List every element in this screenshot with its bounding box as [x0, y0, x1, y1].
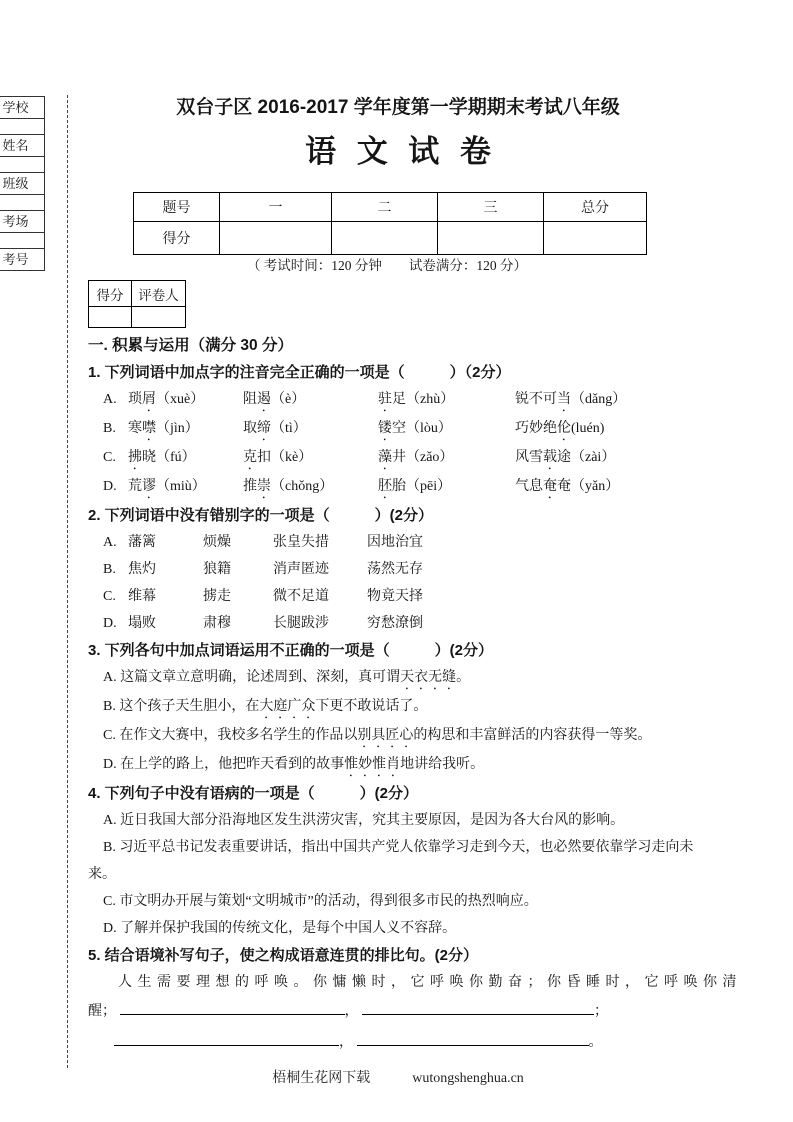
student-field-school: 学校	[0, 96, 45, 119]
grader-score-box	[88, 280, 186, 328]
word: 长腿跋涉	[273, 616, 329, 631]
word: 烦燥	[203, 535, 231, 550]
word-pinyin: 风雪载途（zài）	[515, 450, 616, 465]
word-pinyin: 阻遏（è）	[243, 392, 306, 407]
word-pinyin: 拂晓（fú）	[128, 450, 196, 465]
student-field-exam-room: 考场	[0, 210, 45, 233]
fill-in-blank	[362, 1000, 594, 1015]
exam-title-line: 双台子区 2016-2017 学年度第一学期期末考试八年级	[176, 97, 620, 118]
page-footer	[88, 1067, 708, 1087]
student-field-school-blank	[0, 118, 45, 135]
question-4-option-a: A. 近日我国大部分沿海地区发生洪涝灾害，究其主要原因，是因为各大台风的影响。	[103, 813, 625, 828]
question-2-option-a	[88, 529, 778, 556]
grader-box-score-label: 得分	[89, 281, 132, 307]
word: 维幕	[128, 589, 156, 604]
word-pinyin: 荒谬（miù）	[128, 479, 206, 494]
question-2-stem: 2. 下列词语中没有错别字的一项是（ ）(2分）	[88, 507, 434, 524]
section-one-heading: 一. 积累与运用（满分 30 分）	[88, 337, 293, 354]
option-label: B.	[103, 562, 116, 577]
score-summary-table	[133, 192, 647, 255]
question-2	[88, 502, 778, 637]
score-table-total: 总分	[544, 193, 647, 222]
word: 张皇失措	[273, 535, 329, 550]
grader-box-score-empty	[89, 307, 132, 328]
subject-title: 语 文 试 卷	[305, 134, 497, 169]
question-1-option-b	[88, 415, 778, 444]
footer-site-url: wutongshenghua.cn	[412, 1071, 524, 1086]
word: 塌败	[128, 616, 156, 631]
seal-fold-dashed-line	[67, 95, 68, 1068]
question-3	[88, 637, 778, 780]
question-4-option-c: C. 市文明办开展与策划“文明城市”的活动，得到很多市民的热烈响应。	[103, 894, 538, 909]
student-field-name: 姓名	[0, 134, 45, 157]
score-table-section-3: 三	[438, 193, 544, 222]
comma: ，	[339, 1035, 353, 1050]
word: 因地治宜	[367, 535, 423, 550]
question-1-stem: 1. 下列词语中加点字的注音完全正确的一项是（ ）（2分）	[88, 364, 511, 381]
question-5-fill-line-1	[88, 996, 778, 1027]
grader-box-grader-label: 评卷人	[132, 281, 186, 307]
score-table-section-1: 一	[220, 193, 332, 222]
score-row-label: 得分	[134, 222, 220, 255]
word-pinyin: 琐屑（xuè）	[128, 392, 205, 407]
word: 穷愁潦倒	[367, 616, 423, 631]
question-4-option-b-continuation: 来。	[88, 867, 116, 882]
student-field-exam-number: 考号	[0, 248, 45, 271]
semicolon: ；	[594, 1004, 608, 1019]
question-3-option-b: B. 这个孩子天生胆小，在大庭广众下更不敢说话了。	[103, 699, 428, 714]
question-2-option-c	[88, 583, 778, 610]
option-label: C.	[103, 589, 116, 604]
score-table-section-2: 二	[332, 193, 438, 222]
student-field-name-blank	[0, 156, 45, 173]
word: 掳走	[203, 589, 231, 604]
question-4	[88, 780, 778, 942]
student-info-strip	[0, 97, 45, 271]
comma: ，	[344, 1004, 359, 1019]
word-pinyin: 寒噤（jìn）	[128, 421, 199, 436]
option-label: C.	[103, 450, 116, 465]
student-field-class-blank	[0, 194, 45, 211]
question-4-option-d: D. 了解并保护我国的传统文化，是每个中国人义不容辞。	[103, 921, 457, 936]
fill-in-blank	[357, 1031, 589, 1046]
option-label: D.	[103, 479, 117, 494]
question-3-option-a: A. 这篇文章立意明确，论述周到、深刻，真可谓天衣无缝。	[103, 670, 471, 685]
question-4-stem: 4. 下列句子中没有语病的一项是（ ）(2分）	[88, 785, 419, 802]
paper-body	[88, 95, 778, 1087]
question-3-option-d: D. 在上学的路上，他把昨天看到的故事惟妙惟肖地讲给我听。	[103, 757, 485, 772]
question-1-option-c	[88, 444, 778, 473]
word-pinyin: 驻足（zhù）	[378, 392, 455, 407]
period: 。	[588, 1035, 603, 1050]
word: 物竟天择	[367, 589, 423, 604]
question-2-option-d	[88, 610, 778, 637]
student-field-class: 班级	[0, 172, 45, 195]
option-label: A.	[103, 392, 117, 407]
word-pinyin: 藻井（zǎo）	[378, 450, 454, 465]
word: 消声匿迹	[273, 562, 329, 577]
exam-time-info: （ 考试时间：120 分钟 试卷满分：120 分）	[246, 258, 528, 273]
score-cell-empty	[332, 222, 438, 255]
footer-site-name: 梧桐生花网下载	[272, 1071, 371, 1086]
word-pinyin: 推崇（chǒng）	[243, 479, 334, 494]
word-pinyin: 克扣（kè）	[243, 450, 313, 465]
option-label: A.	[103, 535, 117, 550]
question-3-option-c: C. 在作文大赛中，我校多名学生的作品以别具匠心的构思和丰富鲜活的内容获得一等奖。	[103, 728, 652, 743]
word: 微不足道	[273, 589, 329, 604]
wrap-prefix: 醒；	[88, 1004, 116, 1019]
fill-in-blank	[114, 1031, 339, 1046]
grader-box-grader-empty	[132, 307, 186, 328]
option-label: D.	[103, 616, 117, 631]
student-field-exam-room-blank	[0, 232, 45, 249]
word: 肃穆	[203, 616, 231, 631]
question-1-option-d	[88, 473, 778, 502]
question-5	[88, 942, 778, 1058]
question-2-option-b	[88, 556, 778, 583]
word: 荡然无存	[367, 562, 423, 577]
word-pinyin: 巧妙绝伦(luén)	[515, 421, 605, 436]
word-pinyin: 胚胎（pēi）	[378, 479, 452, 494]
question-5-fill-line-2	[88, 1027, 778, 1058]
word-pinyin: 气息奄奄（yǎn）	[515, 479, 620, 494]
word: 狼籍	[203, 562, 231, 577]
word-pinyin: 锐不可当（dǎng）	[515, 392, 627, 407]
score-table-corner: 题号	[134, 193, 220, 222]
question-1	[88, 359, 778, 502]
question-3-stem: 3. 下列各句中加点词语运用不正确的一项是（ ）(2分）	[88, 642, 494, 659]
score-cell-empty	[220, 222, 332, 255]
question-5-paragraph: 人生需要理想的呼唤。你慵懒时，它呼唤你勤奋；你昏睡时，它呼唤你清	[118, 975, 742, 990]
word: 焦灼	[128, 562, 156, 577]
score-cell-empty	[544, 222, 647, 255]
word-pinyin: 镂空（lòu）	[378, 421, 452, 436]
word-pinyin: 取缔（tì）	[243, 421, 307, 436]
question-5-stem: 5. 结合语境补写句子，使之构成语意连贯的排比句。(2分）	[88, 947, 479, 964]
word: 藩篱	[128, 535, 156, 550]
score-cell-empty	[438, 222, 544, 255]
fill-in-blank	[120, 1000, 345, 1015]
question-4-option-b: B. 习近平总书记发表重要讲话，指出中国共产党人依靠学习走到今天，也必然要依靠学习走向未	[103, 840, 694, 855]
question-1-option-a	[88, 386, 778, 415]
option-label: B.	[103, 421, 116, 436]
